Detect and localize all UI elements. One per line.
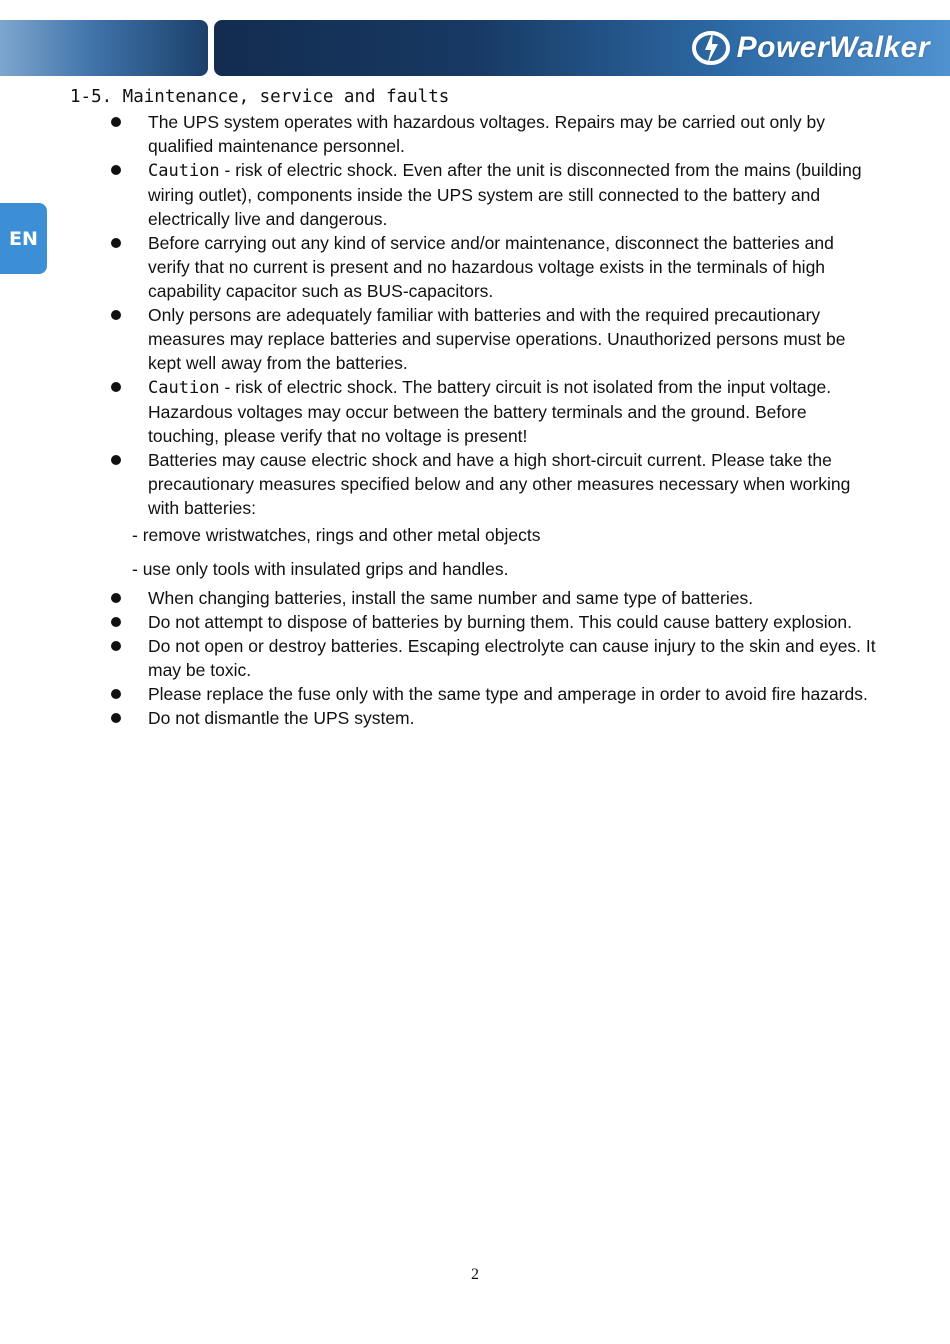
list-item [70, 375, 880, 448]
header-band [0, 20, 950, 76]
power-symbol-icon [691, 28, 731, 68]
item-text: Do not dismantle the UPS system. [148, 708, 415, 728]
item-text: Do not attempt to dispose of batteries by burning them. This could cause battery explosion. [148, 612, 852, 632]
bullet-icon [111, 165, 121, 175]
bullet-icon [111, 310, 121, 320]
main-content [70, 85, 880, 730]
list-item [70, 634, 880, 682]
bullet-icon [111, 455, 121, 465]
bullet-icon [111, 617, 121, 627]
powerwalker-logo [691, 26, 930, 70]
caution-label: Caution [148, 161, 220, 181]
item-text: Before carrying out any kind of service and/or maintenance, disconnect the batteries and verify that no current is present and no hazardous voltage exists in the terminals of high capability capacitor such as BUS-capacitors. [148, 233, 834, 301]
bullet-icon [111, 117, 121, 127]
item-text: - risk of electric shock. Even after the unit is disconnected from the mains (building wiring outlet), components inside the UPS system are still connected to the battery and electrically live and dangerous. [148, 160, 862, 229]
item-text: Do not open or destroy batteries. Escaping electrolyte can cause injury to the skin and eyes. It may be toxic. [148, 636, 876, 680]
list-item [70, 110, 880, 158]
header-band-right [214, 20, 950, 76]
language-tab-en[interactable]: EN [0, 203, 47, 274]
logo-wordmark: PowerWalker [736, 31, 930, 64]
bullet-icon [111, 641, 121, 651]
list-item [70, 610, 880, 634]
list-item [70, 448, 880, 520]
item-text: - risk of electric shock. The battery circuit is not isolated from the input voltage. Hazardous voltages may occur between the battery terminals and the ground. Before touching, please verify that no voltage is present! [148, 377, 832, 446]
bullet-icon [111, 689, 121, 699]
bullet-icon [111, 593, 121, 603]
item-text: Batteries may cause electric shock and have a high short-circuit current. Please take the precautionary measures specified below and any other measures necessary when working with batteries: [148, 450, 851, 518]
item-text: Please replace the fuse only with the same type and amperage in order to avoid fire hazards. [148, 684, 868, 704]
bullet-icon [111, 382, 121, 392]
sub-item: - use only tools with insulated grips and handles. [132, 559, 509, 579]
item-text: Only persons are adequately familiar with batteries and with the required precautionary measures may replace batteries and supervise operations. Unauthorized persons must be kept well away from the batteries. [148, 305, 846, 373]
item-text: The UPS system operates with hazardous voltages. Repairs may be carried out only by qualified maintenance personnel. [148, 112, 825, 156]
safety-list [70, 110, 880, 520]
safety-list-continued [70, 586, 880, 730]
bullet-icon [111, 713, 121, 723]
caution-label: Caution [148, 378, 220, 398]
list-item [70, 303, 880, 375]
list-item [70, 706, 880, 730]
page-number: 2 [471, 1266, 479, 1283]
list-item [70, 231, 880, 303]
item-text: When changing batteries, install the same number and same type of batteries. [148, 588, 754, 608]
header-band-left [0, 20, 208, 76]
sub-item: - remove wristwatches, rings and other metal objects [132, 525, 541, 545]
list-item [70, 586, 880, 610]
list-item [70, 682, 880, 706]
section-title: 1-5. Maintenance, service and faults [70, 87, 450, 107]
bullet-icon [111, 238, 121, 248]
list-item [70, 158, 880, 231]
